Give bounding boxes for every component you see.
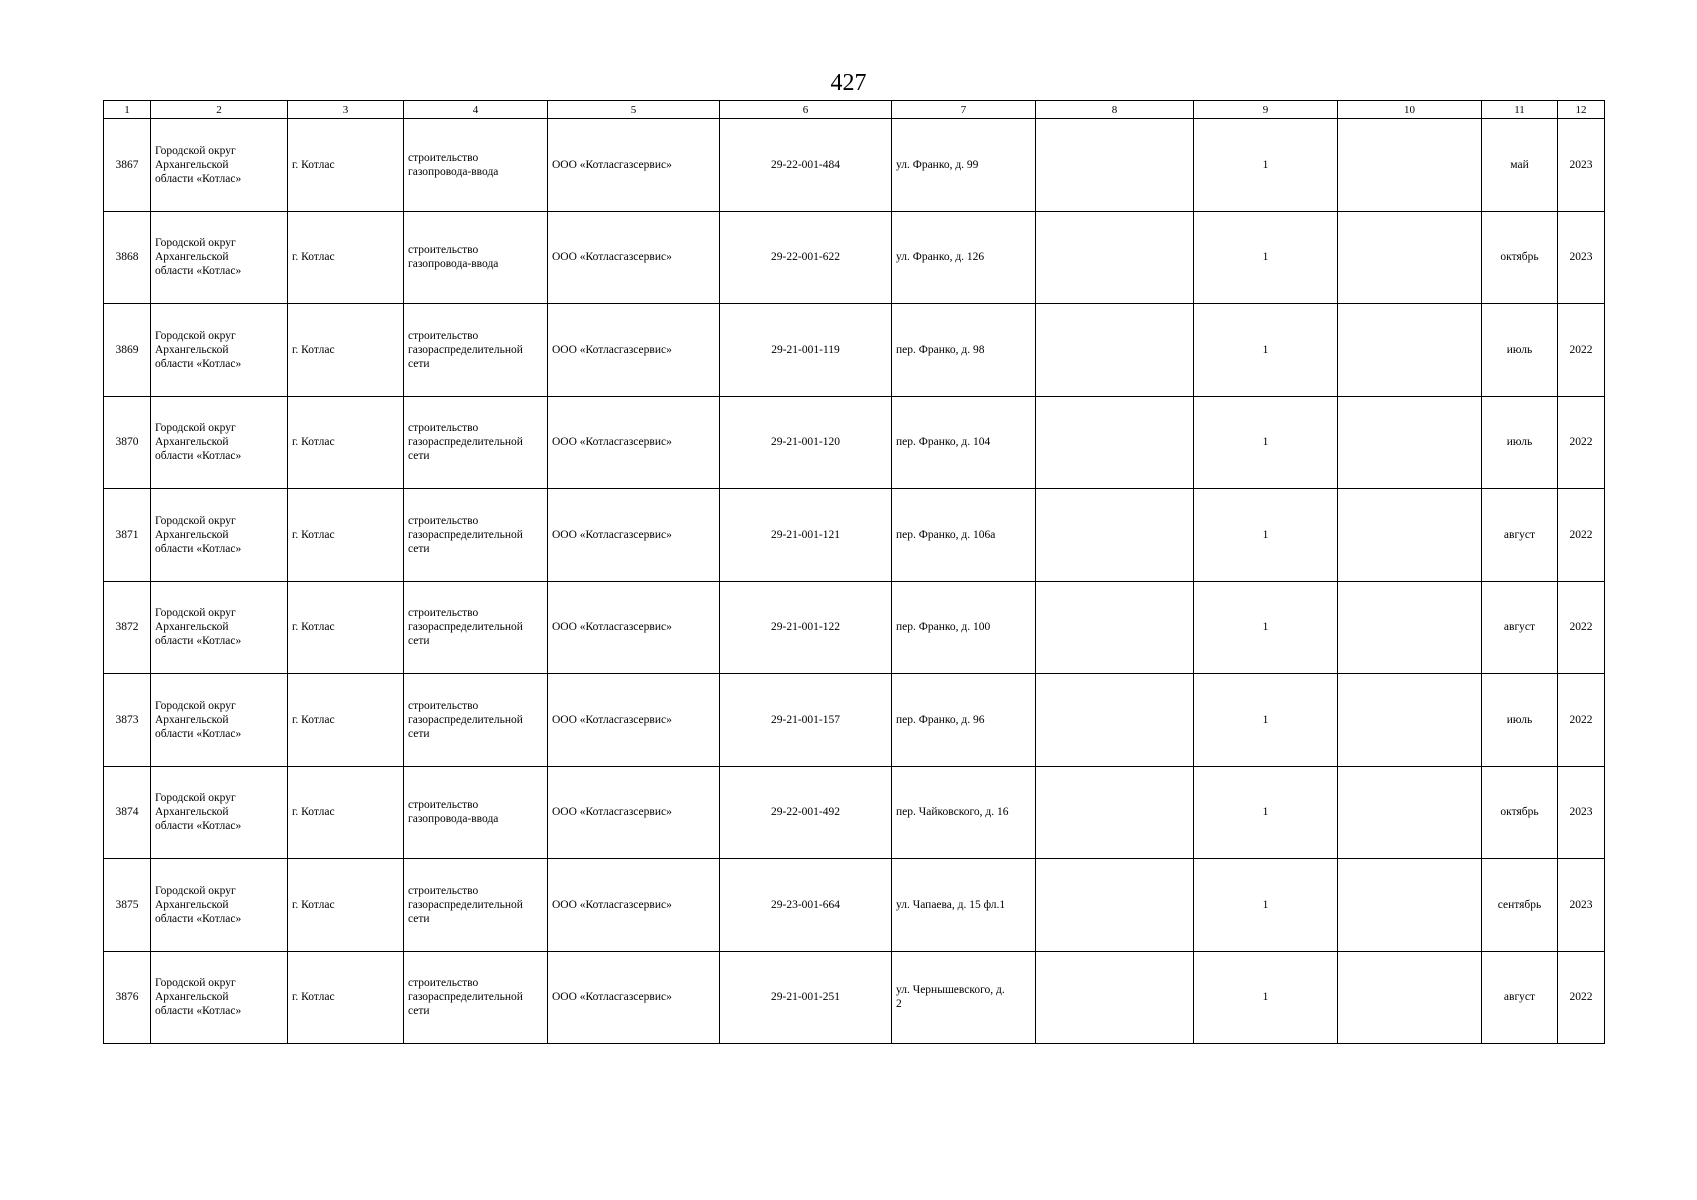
work-type-cell-line: газораспределительной xyxy=(408,343,523,356)
column-header: 12 xyxy=(1558,101,1605,119)
city-cell: г. Котлас xyxy=(288,211,404,304)
municipality-cell xyxy=(151,396,288,489)
column-header: 4 xyxy=(404,101,548,119)
column-10-cell xyxy=(1338,859,1482,952)
quantity-cell: 1 xyxy=(1194,581,1338,674)
work-type-cell-line: строительство xyxy=(408,151,479,164)
work-type-cell-line: строительство xyxy=(408,799,479,812)
address-cell xyxy=(892,674,1036,767)
municipality-cell-line: Городской округ xyxy=(155,607,236,620)
municipality-cell-line: Городской округ xyxy=(155,699,236,712)
quantity-cell: 1 xyxy=(1194,396,1338,489)
municipality-cell-line: Архангельской xyxy=(155,251,229,264)
quantity-cell: 1 xyxy=(1194,674,1338,767)
column-10-cell xyxy=(1338,581,1482,674)
address-cell-line: ул. Чапаева, д. 15 фл.1 xyxy=(896,898,1006,911)
municipality-cell-line: Архангельской xyxy=(155,713,229,726)
work-type-cell-line: сети xyxy=(408,450,430,463)
city-cell: г. Котлас xyxy=(288,581,404,674)
row-number: 3870 xyxy=(104,396,151,489)
municipality-cell xyxy=(151,859,288,952)
organization-cell: ООО «Котласгазсервис» xyxy=(548,211,720,304)
address-cell-line: 2 xyxy=(896,998,902,1011)
municipality-cell-line: Городской округ xyxy=(155,329,236,342)
city-cell: г. Котлас xyxy=(288,489,404,582)
work-type-cell xyxy=(404,859,548,952)
work-type-cell-line: строительство xyxy=(408,244,479,257)
address-cell-line: пер. Франко, д. 96 xyxy=(896,713,985,726)
municipality-cell-line: Городской округ xyxy=(155,792,236,805)
registry-body xyxy=(104,119,1605,1044)
table-row xyxy=(104,119,1605,212)
address-cell xyxy=(892,211,1036,304)
work-type-cell-line: газораспределительной xyxy=(408,436,523,449)
column-10-cell xyxy=(1338,304,1482,397)
municipality-cell-line: Городской округ xyxy=(155,514,236,527)
address-cell-line: ул. Франко, д. 99 xyxy=(896,158,979,171)
municipality-cell-line: Архангельской xyxy=(155,343,229,356)
work-type-cell-line: сети xyxy=(408,357,430,370)
address-cell xyxy=(892,489,1036,582)
month-cell: сентябрь xyxy=(1482,859,1558,952)
municipality-cell xyxy=(151,489,288,582)
year-cell: 2022 xyxy=(1558,304,1605,397)
municipality-cell-line: Архангельской xyxy=(155,436,229,449)
address-cell-line: пер. Чайковского, д. 16 xyxy=(896,806,1009,819)
municipality-cell xyxy=(151,951,288,1044)
row-number: 3875 xyxy=(104,859,151,952)
organization-cell: ООО «Котласгазсервис» xyxy=(548,766,720,859)
month-cell: июль xyxy=(1482,396,1558,489)
quantity-cell: 1 xyxy=(1194,766,1338,859)
table-row xyxy=(104,766,1605,859)
work-type-cell-line: сети xyxy=(408,727,430,740)
work-type-cell-line: сети xyxy=(408,912,430,925)
work-type-cell-line: строительство xyxy=(408,514,479,527)
year-cell: 2022 xyxy=(1558,674,1605,767)
registry-table xyxy=(103,100,1605,1044)
municipality-cell-line: области «Котлас» xyxy=(155,357,242,370)
work-type-cell xyxy=(404,951,548,1044)
object-code-cell: 29-21-001-251 xyxy=(720,951,892,1044)
row-number: 3871 xyxy=(104,489,151,582)
organization-cell: ООО «Котласгазсервис» xyxy=(548,304,720,397)
row-number: 3869 xyxy=(104,304,151,397)
month-cell: август xyxy=(1482,489,1558,582)
municipality-cell-line: области «Котлас» xyxy=(155,172,242,185)
work-type-cell-line: газопровода-ввода xyxy=(408,813,499,826)
municipality-cell-line: Городской округ xyxy=(155,144,236,157)
municipality-cell-line: Городской округ xyxy=(155,422,236,435)
work-type-cell-line: строительство xyxy=(408,884,479,897)
work-type-cell xyxy=(404,396,548,489)
organization-cell: ООО «Котласгазсервис» xyxy=(548,674,720,767)
column-8-cell xyxy=(1036,766,1194,859)
column-header: 5 xyxy=(548,101,720,119)
object-code-cell: 29-21-001-119 xyxy=(720,304,892,397)
object-code-cell: 29-21-001-120 xyxy=(720,396,892,489)
city-cell: г. Котлас xyxy=(288,119,404,212)
work-type-cell xyxy=(404,674,548,767)
municipality-cell-line: области «Котлас» xyxy=(155,727,242,740)
column-10-cell xyxy=(1338,766,1482,859)
quantity-cell: 1 xyxy=(1194,859,1338,952)
municipality-cell-line: Архангельской xyxy=(155,621,229,634)
year-cell: 2023 xyxy=(1558,859,1605,952)
quantity-cell: 1 xyxy=(1194,951,1338,1044)
organization-cell: ООО «Котласгазсервис» xyxy=(548,581,720,674)
column-8-cell xyxy=(1036,951,1194,1044)
column-8-cell xyxy=(1036,396,1194,489)
column-header: 11 xyxy=(1482,101,1558,119)
work-type-cell-line: газораспределительной xyxy=(408,528,523,541)
month-cell: август xyxy=(1482,951,1558,1044)
column-header: 3 xyxy=(288,101,404,119)
work-type-cell xyxy=(404,581,548,674)
table-row xyxy=(104,859,1605,952)
object-code-cell: 29-21-001-122 xyxy=(720,581,892,674)
table-row xyxy=(104,396,1605,489)
organization-cell: ООО «Котласгазсервис» xyxy=(548,489,720,582)
address-cell xyxy=(892,581,1036,674)
city-cell: г. Котлас xyxy=(288,859,404,952)
municipality-cell-line: Архангельской xyxy=(155,158,229,171)
address-cell xyxy=(892,859,1036,952)
municipality-cell-line: Городской округ xyxy=(155,237,236,250)
address-cell-line: пер. Франко, д. 98 xyxy=(896,343,985,356)
table-row xyxy=(104,304,1605,397)
address-cell-line: ул. Чернышевского, д. xyxy=(896,984,1005,997)
column-header: 9 xyxy=(1194,101,1338,119)
work-type-cell-line: газораспределительной xyxy=(408,621,523,634)
address-cell xyxy=(892,396,1036,489)
column-8-cell xyxy=(1036,119,1194,212)
column-10-cell xyxy=(1338,489,1482,582)
municipality-cell xyxy=(151,211,288,304)
month-cell: июль xyxy=(1482,304,1558,397)
municipality-cell xyxy=(151,119,288,212)
table-row xyxy=(104,211,1605,304)
city-cell: г. Котлас xyxy=(288,304,404,397)
year-cell: 2023 xyxy=(1558,766,1605,859)
municipality-cell-line: Архангельской xyxy=(155,528,229,541)
work-type-cell-line: газораспределительной xyxy=(408,713,523,726)
column-8-cell xyxy=(1036,211,1194,304)
address-cell-line: ул. Франко, д. 126 xyxy=(896,251,985,264)
municipality-cell-line: области «Котлас» xyxy=(155,1005,242,1018)
column-8-cell xyxy=(1036,489,1194,582)
work-type-cell-line: строительство xyxy=(408,977,479,990)
work-type-cell xyxy=(404,119,548,212)
municipality-cell-line: области «Котлас» xyxy=(155,820,242,833)
object-code-cell: 29-22-001-484 xyxy=(720,119,892,212)
column-header: 6 xyxy=(720,101,892,119)
municipality-cell xyxy=(151,674,288,767)
column-10-cell xyxy=(1338,951,1482,1044)
column-header: 8 xyxy=(1036,101,1194,119)
object-code-cell: 29-21-001-121 xyxy=(720,489,892,582)
municipality-cell-line: области «Котлас» xyxy=(155,265,242,278)
work-type-cell xyxy=(404,489,548,582)
column-8-cell xyxy=(1036,581,1194,674)
row-number: 3868 xyxy=(104,211,151,304)
municipality-cell xyxy=(151,581,288,674)
page-number: 427 xyxy=(830,70,867,96)
work-type-cell-line: газораспределительной xyxy=(408,898,523,911)
object-code-cell: 29-21-001-157 xyxy=(720,674,892,767)
row-number: 3873 xyxy=(104,674,151,767)
year-cell: 2022 xyxy=(1558,396,1605,489)
column-8-cell xyxy=(1036,859,1194,952)
row-number: 3867 xyxy=(104,119,151,212)
column-8-cell xyxy=(1036,674,1194,767)
column-10-cell xyxy=(1338,119,1482,212)
year-cell: 2022 xyxy=(1558,489,1605,582)
work-type-cell-line: газопровода-ввода xyxy=(408,165,499,178)
column-header: 7 xyxy=(892,101,1036,119)
municipality-cell-line: Архангельской xyxy=(155,806,229,819)
address-cell-line: пер. Франко, д. 106а xyxy=(896,528,996,541)
object-code-cell: 29-22-001-492 xyxy=(720,766,892,859)
municipality-cell-line: Архангельской xyxy=(155,991,229,1004)
month-cell: октябрь xyxy=(1482,211,1558,304)
municipality-cell-line: области «Котлас» xyxy=(155,635,242,648)
table-row xyxy=(104,951,1605,1044)
city-cell: г. Котлас xyxy=(288,396,404,489)
work-type-cell-line: строительство xyxy=(408,329,479,342)
row-number: 3872 xyxy=(104,581,151,674)
city-cell: г. Котлас xyxy=(288,674,404,767)
address-cell xyxy=(892,119,1036,212)
organization-cell: ООО «Котласгазсервис» xyxy=(548,396,720,489)
address-cell-line: пер. Франко, д. 104 xyxy=(896,436,991,449)
year-cell: 2023 xyxy=(1558,211,1605,304)
table-row xyxy=(104,489,1605,582)
municipality-cell xyxy=(151,304,288,397)
quantity-cell: 1 xyxy=(1194,489,1338,582)
municipality-cell-line: области «Котлас» xyxy=(155,542,242,555)
address-cell xyxy=(892,951,1036,1044)
work-type-cell xyxy=(404,304,548,397)
work-type-cell-line: строительство xyxy=(408,699,479,712)
column-8-cell xyxy=(1036,304,1194,397)
organization-cell: ООО «Котласгазсервис» xyxy=(548,951,720,1044)
municipality-cell-line: области «Котлас» xyxy=(155,450,242,463)
work-type-cell xyxy=(404,766,548,859)
table-row xyxy=(104,674,1605,767)
address-cell xyxy=(892,304,1036,397)
column-number-header-row xyxy=(104,101,1605,119)
work-type-cell-line: строительство xyxy=(408,607,479,620)
year-cell: 2023 xyxy=(1558,119,1605,212)
object-code-cell: 29-23-001-664 xyxy=(720,859,892,952)
municipality-cell-line: области «Котлас» xyxy=(155,912,242,925)
column-header: 1 xyxy=(104,101,151,119)
month-cell: октябрь xyxy=(1482,766,1558,859)
month-cell: май xyxy=(1482,119,1558,212)
address-cell-line: пер. Франко, д. 100 xyxy=(896,621,991,634)
month-cell: июль xyxy=(1482,674,1558,767)
year-cell: 2022 xyxy=(1558,951,1605,1044)
organization-cell: ООО «Котласгазсервис» xyxy=(548,119,720,212)
municipality-cell xyxy=(151,766,288,859)
municipality-cell-line: Городской округ xyxy=(155,884,236,897)
month-cell: август xyxy=(1482,581,1558,674)
work-type-cell-line: строительство xyxy=(408,422,479,435)
work-type-cell-line: газопровода-ввода xyxy=(408,258,499,271)
object-code-cell: 29-22-001-622 xyxy=(720,211,892,304)
table-row xyxy=(104,581,1605,674)
work-type-cell-line: сети xyxy=(408,542,430,555)
work-type-cell-line: сети xyxy=(408,1005,430,1018)
column-header: 2 xyxy=(151,101,288,119)
quantity-cell: 1 xyxy=(1194,211,1338,304)
column-10-cell xyxy=(1338,674,1482,767)
work-type-cell-line: сети xyxy=(408,635,430,648)
year-cell: 2022 xyxy=(1558,581,1605,674)
address-cell xyxy=(892,766,1036,859)
organization-cell: ООО «Котласгазсервис» xyxy=(548,859,720,952)
row-number: 3874 xyxy=(104,766,151,859)
quantity-cell: 1 xyxy=(1194,119,1338,212)
column-10-cell xyxy=(1338,211,1482,304)
municipality-cell-line: Архангельской xyxy=(155,898,229,911)
work-type-cell-line: газораспределительной xyxy=(408,991,523,1004)
city-cell: г. Котлас xyxy=(288,766,404,859)
column-10-cell xyxy=(1338,396,1482,489)
city-cell: г. Котлас xyxy=(288,951,404,1044)
work-type-cell xyxy=(404,211,548,304)
row-number: 3876 xyxy=(104,951,151,1044)
quantity-cell: 1 xyxy=(1194,304,1338,397)
column-header: 10 xyxy=(1338,101,1482,119)
municipality-cell-line: Городской округ xyxy=(155,977,236,990)
